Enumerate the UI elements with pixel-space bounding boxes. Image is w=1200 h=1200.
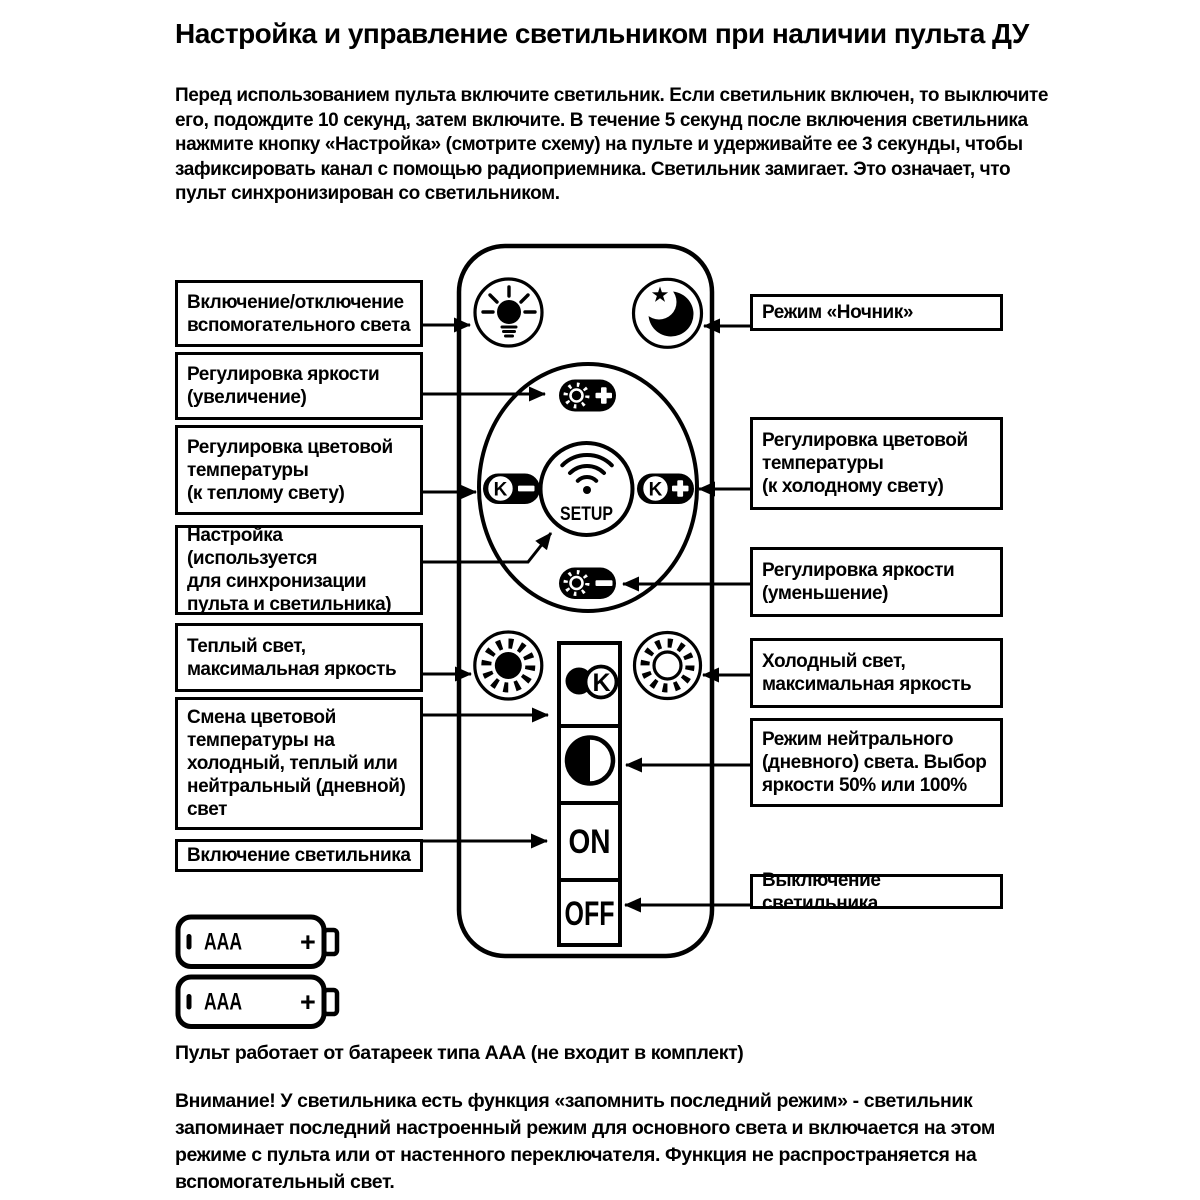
k-plus-label: K: [648, 479, 663, 501]
cold-max-button: [635, 633, 701, 699]
k-mode-label: K: [592, 669, 611, 697]
callout-off: Выключение светильника: [750, 874, 1003, 909]
brightness-up-button: [559, 380, 616, 412]
battery-plus-mark: +: [300, 987, 316, 1017]
callout-setup: Настройка (используется для синхронизации пульта и светильника): [175, 525, 423, 615]
moon-k-icon: [566, 667, 617, 698]
k-minus-label: K: [493, 479, 508, 501]
battery-icon-2: [178, 977, 337, 1027]
off-label: OFF: [564, 895, 615, 933]
battery-minus-mark: [187, 934, 192, 950]
color-temp-cold-button: [637, 474, 694, 505]
battery-note: Пульт работает от батареек типа ААА (не входит в комплект): [175, 1042, 744, 1064]
callout-brightness-up: Регулировка яркости (увеличение): [175, 352, 423, 420]
callout-cold-max: Холодный свет, максимальная яркость: [750, 638, 1003, 708]
callout-neutral-mode: Режим нейтрального (дневного) света. Выбор яркости 50% или 100%: [750, 718, 1003, 807]
callout-temp-cold: Регулировка цветовой температуры (к холодному свету): [750, 417, 1003, 510]
setup-button: [541, 443, 633, 535]
color-temp-warm-button: [483, 474, 540, 505]
half-circle-icon: [567, 738, 613, 784]
battery-type-label: AAA: [204, 928, 242, 956]
warning-paragraph: Внимание! У светильника есть функция «запомнить последний режим» - светильник запоминает последний настроенный режим для основного света и включается на этом режиме с пульта или от настенного переключателя. Функция не распространяется на вспомогательный свет.: [175, 1090, 995, 1193]
brightness-down-button: [559, 568, 616, 600]
callout-night-mode: Режим «Ночник»: [750, 294, 1003, 331]
battery-icon-1: [178, 917, 337, 967]
callout-warm-max: Теплый свет, максимальная яркость: [175, 623, 423, 692]
callout-brightness-down: Регулировка яркости (уменьшение): [750, 547, 1003, 617]
battery-plus-mark: +: [300, 927, 316, 957]
callout-aux-light: Включение/отключение вспомогательного света: [175, 280, 423, 347]
callout-on: Включение светильника: [175, 839, 423, 872]
callout-temp-cycle: Смена цветовой температуры на холодный, теплый или нейтральный (дневной) свет: [175, 697, 423, 830]
callout-temp-warm: Регулировка цветовой температуры (к теплому свету): [175, 425, 423, 515]
intro-paragraph: Перед использованием пульта включите светильник. Если светильник включен, то выключите его, подождите 10 секунд, затем включите. В течение 5 секунд после включения светильника нажмите кнопку «Настройка» (смотрите схему) на пульте и удерживайте ее 3 секунды, чтобы зафиксировать канал с помощью радиоприемника. Светильник замигает. Это означает, что пульт синхронизирован со светильником.: [175, 85, 1049, 204]
battery-minus-mark: [187, 994, 192, 1010]
page-title: Настройка и управление светильником при наличии пульта ДУ: [175, 18, 1029, 49]
warm-max-button: [475, 632, 542, 699]
night-mode-button: [634, 279, 702, 347]
aux-light-button: [475, 279, 542, 346]
battery-type-label: AAA: [204, 988, 242, 1016]
setup-label: SETUP: [560, 504, 614, 525]
on-label: ON: [568, 823, 611, 861]
